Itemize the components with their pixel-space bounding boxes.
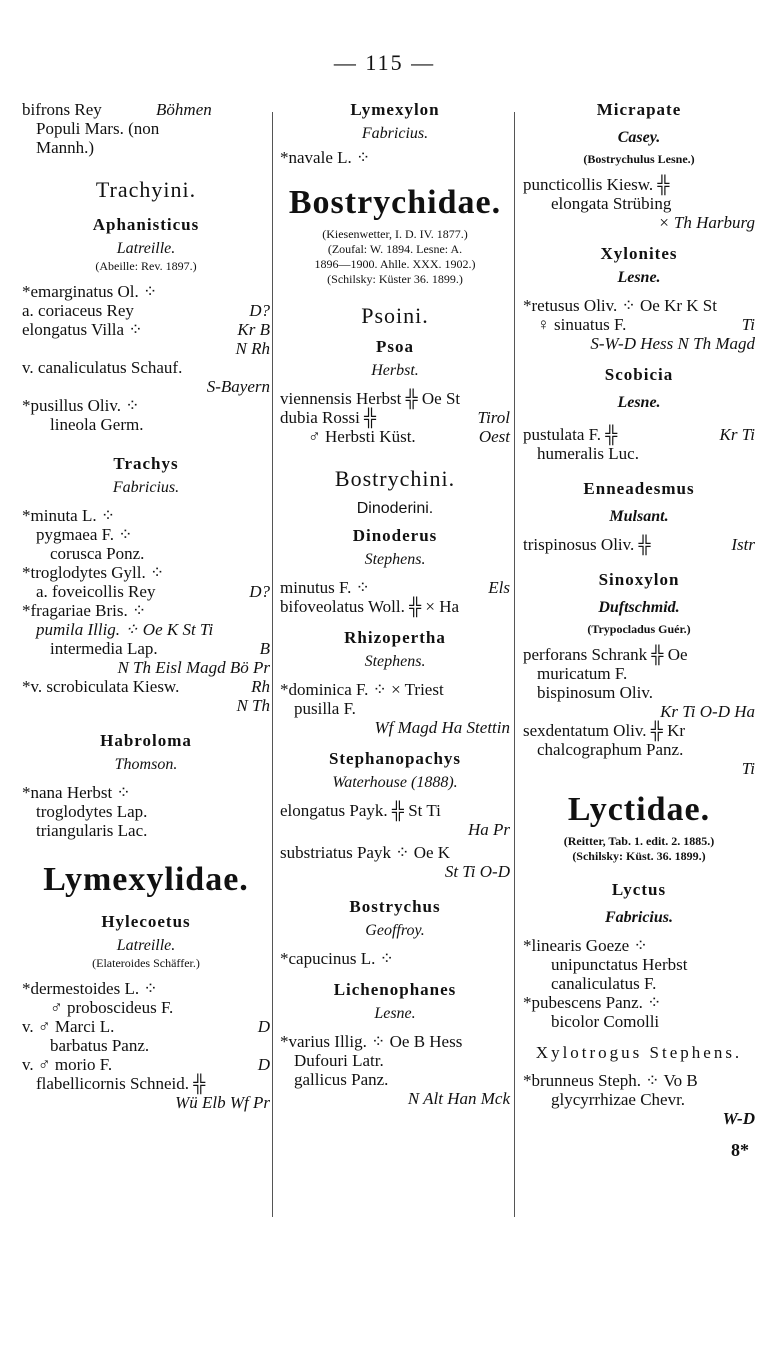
column-left xyxy=(22,100,270,1112)
species-entry: *linearis Goeze ⁘ xyxy=(523,936,648,955)
tribe-heading: Bostrychini. xyxy=(334,466,456,491)
species-entry: *dominica F. ⁘ × Triest xyxy=(280,680,444,699)
distribution: Ha Pr xyxy=(467,820,510,839)
species-entry: *nana Herbst ⁘ xyxy=(22,783,131,802)
distribution: N Rh xyxy=(235,339,270,358)
tribe-heading: Psoini. xyxy=(361,303,429,328)
family-heading: Lyctidae. xyxy=(567,791,711,828)
genus-heading: Aphanisticus xyxy=(92,215,200,234)
species-entry: *dermestoides L. ⁘ xyxy=(22,979,158,998)
species-entry: v. ♂ Marci L. D xyxy=(22,1017,270,1036)
synonym-entry: chalcographum Panz. xyxy=(537,740,684,759)
distribution: S-Bayern xyxy=(206,377,270,396)
column-right xyxy=(523,100,755,1161)
genus-heading: Scobicia xyxy=(604,365,674,384)
synonym-entry: canaliculatus F. xyxy=(551,974,657,993)
genus-author: Herbst. xyxy=(371,362,419,379)
page-number: — 115 — xyxy=(333,50,436,75)
distribution: N Th xyxy=(236,696,270,715)
species-entry: *troglodytes Gyll. ⁘ xyxy=(22,563,165,582)
genus-heading: Micrapate xyxy=(596,100,682,119)
synonym-entry: pusilla F. xyxy=(294,699,356,718)
species-entry: elongatus Payk. ╬ St Ti xyxy=(280,801,441,820)
genus-author: Thomson. xyxy=(114,756,178,773)
distribution: S-W-D Hess N Th Magd xyxy=(590,334,755,353)
signature-mark: 8* xyxy=(731,1140,749,1160)
reference-note: (Zoufal: W. 1894. Lesne: A. xyxy=(327,242,463,256)
family-heading: Lymexylidae. xyxy=(43,861,249,898)
subtribe-heading: Dinoderini. xyxy=(356,500,434,517)
synonym-entry: troglodytes Lap. xyxy=(36,802,148,821)
reference-note: (Elateroides Schäffer.) xyxy=(92,956,200,970)
synonym-entry: unipunctatus Herbst xyxy=(551,955,688,974)
species-entry: *pubescens Panz. ⁘ xyxy=(523,993,662,1012)
species-entry: *fragariae Bris. ⁘ xyxy=(22,601,147,620)
synonym-entry: muricatum F. xyxy=(537,664,628,683)
reference-note: (Reitter, Tab. 1. edit. 2. 1885.) xyxy=(563,834,715,848)
reference-note: (Schilsky: Küst. 36. 1899.) xyxy=(572,849,706,863)
species-entry: *pusillus Oliv. ⁘ xyxy=(22,396,140,415)
genus-author: Lesne. xyxy=(617,269,661,286)
reference-note: (Trypocladus Guér.) xyxy=(587,622,691,636)
species-entry: *navale L. ⁘ xyxy=(280,148,371,167)
family-heading: Bostrychidae. xyxy=(288,184,502,221)
genus-heading: Psoa xyxy=(376,337,414,356)
synonym-entry: corusca Ponz. xyxy=(50,544,145,563)
synonym-entry: dubia Rossi ╬ Tirol xyxy=(280,408,510,427)
species-entry: viennensis Herbst ╬ Oe St xyxy=(280,389,461,408)
species-entry: *emarginatus Ol. ⁘ xyxy=(22,282,158,301)
genus-author: Mulsant. xyxy=(609,508,669,525)
distribution: Wü Elb Wf Pr xyxy=(175,1093,270,1112)
genus-author: Stephens. xyxy=(364,653,426,670)
synonym-entry: ♂ Herbsti Küst. Oest xyxy=(308,427,510,446)
species-entry: flabellicornis Schneid. ╬ xyxy=(36,1074,206,1093)
genus-heading: Xylotrogus Stephens. xyxy=(535,1043,743,1062)
species-entry: *brunneus Steph. ⁘ Vo B xyxy=(523,1071,698,1090)
distribution: Ti xyxy=(741,759,755,778)
species-entry: *minuta L. ⁘ xyxy=(22,506,116,525)
distribution: W-D xyxy=(722,1109,755,1128)
synonym-entry: glycyrrhizae Chevr. xyxy=(551,1090,686,1109)
genus-author: Duftschmid. xyxy=(598,599,680,616)
genus-heading: Lymexylon xyxy=(350,100,440,119)
genus-author: Lesne. xyxy=(374,1005,416,1022)
genus-heading: Dinoderus xyxy=(352,526,438,545)
synonym-entry: elongata Strübing xyxy=(551,194,672,213)
genus-heading: Trachys xyxy=(113,454,179,473)
species-entry: puncticollis Kiesw. ╬ xyxy=(523,175,670,194)
genus-heading: Stephanopachys xyxy=(328,749,462,768)
species-entry: *retusus Oliv. ⁘ Oe Kr K St xyxy=(523,296,717,315)
genus-author: Latreille. xyxy=(116,240,176,257)
synonym-entry: lineola Germ. xyxy=(50,415,144,434)
synonym-entry: Mannh.) xyxy=(36,138,95,157)
species-entry: v. canaliculatus Schauf. xyxy=(22,358,183,377)
genus-author: Lesne. xyxy=(617,394,661,411)
genus-heading: Xylonites xyxy=(600,244,678,263)
reference-note: (Bostrychulus Lesne.) xyxy=(583,152,695,166)
genus-heading: Lichenophanes xyxy=(333,980,457,999)
distribution: Wf Magd Ha Stettin xyxy=(374,718,510,737)
species-entry: bifrons Rey Böhmen xyxy=(22,100,212,119)
reference-note: (Schilsky: Küster 36. 1899.) xyxy=(327,272,463,286)
synonym-entry: Dufouri Latr. xyxy=(294,1051,384,1070)
distribution: N Th Eisl Magd Bö Pr xyxy=(117,658,270,677)
synonym-entry: bifoveolatus Woll. ╬ × Ha xyxy=(280,597,460,616)
synonym-entry: ♂ proboscideus F. xyxy=(50,998,174,1017)
tribe-heading: Trachyini. xyxy=(95,177,197,202)
species-entry: *v. scrobiculata Kiesw. Rh xyxy=(22,677,270,696)
genus-author: Casey. xyxy=(617,129,661,146)
synonym-entry: intermedia Lap. B xyxy=(50,639,270,658)
species-entry: pustulata F. ╬ Kr Ti xyxy=(523,425,755,444)
genus-heading: Enneadesmus xyxy=(583,479,695,498)
genus-heading: Rhizopertha xyxy=(344,628,446,647)
species-entry: trispinosus Oliv. ╬ Istr xyxy=(523,535,755,554)
column-middle xyxy=(280,100,510,1108)
synonym-entry: barbatus Panz. xyxy=(50,1036,150,1055)
synonym-entry: pygmaea F. ⁘ xyxy=(36,525,133,544)
genus-heading: Sinoxylon xyxy=(598,570,680,589)
species-entry: pumila Illig. ⁘ Oe K St Ti xyxy=(36,620,214,639)
reference-note: (Abeille: Rev. 1897.) xyxy=(95,259,197,273)
genus-heading: Hylecoetus xyxy=(101,912,191,931)
distribution: × Th Harburg xyxy=(658,213,755,232)
species-entry: minutus F. ⁘ Els xyxy=(280,578,510,597)
genus-author: Fabricius. xyxy=(112,479,180,496)
synonym-entry: Populi Mars. (non xyxy=(36,119,160,138)
species-entry: a. foveicollis Rey D? xyxy=(36,582,270,601)
reference-note: 1896—1900. Ahlle. XXX. 1902.) xyxy=(314,257,476,271)
column-divider xyxy=(272,112,273,1217)
species-entry: a. coriaceus Rey D? xyxy=(22,301,270,320)
column-divider xyxy=(514,112,515,1217)
synonym-entry: gallicus Panz. xyxy=(294,1070,389,1089)
reference-note: (Kiesenwetter, I. D. IV. 1877.) xyxy=(322,227,468,241)
species-entry: sexdentatum Oliv. ╬ Kr xyxy=(523,721,686,740)
genus-heading: Lyctus xyxy=(611,880,667,899)
species-entry: *varius Illig. ⁘ Oe B Hess xyxy=(280,1032,463,1051)
synonym-entry: triangularis Lac. xyxy=(36,821,148,840)
distribution: St Ti O-D xyxy=(444,862,510,881)
synonym-entry: humeralis Luc. xyxy=(537,444,639,463)
genus-author: Fabricius. xyxy=(361,125,429,142)
species-entry: v. ♂ morio F. D xyxy=(22,1055,270,1074)
synonym-entry: bispinosum Oliv. xyxy=(537,683,654,702)
synonym-entry: ♀ sinuatus F. Ti xyxy=(537,315,755,334)
genus-author: Waterhouse (1888). xyxy=(332,774,458,791)
species-entry: elongatus Villa ⁘ Kr B xyxy=(22,320,270,339)
distribution: N Alt Han Mck xyxy=(407,1089,510,1108)
genus-author: Fabricius. xyxy=(604,909,673,926)
distribution: Kr Ti O-D Ha xyxy=(660,702,755,721)
genus-author: Geoffroy. xyxy=(365,922,425,939)
species-entry: perforans Schrank ╬ Oe xyxy=(523,645,688,664)
species-entry: *capucinus L. ⁘ xyxy=(280,949,394,968)
genus-heading: Habroloma xyxy=(100,731,192,750)
genus-author: Latreille. xyxy=(116,937,176,954)
species-entry: substriatus Payk ⁘ Oe K xyxy=(280,843,451,862)
genus-heading: Bostrychus xyxy=(349,897,441,916)
genus-author: Stephens. xyxy=(364,551,426,568)
synonym-entry: bicolor Comolli xyxy=(551,1012,660,1031)
